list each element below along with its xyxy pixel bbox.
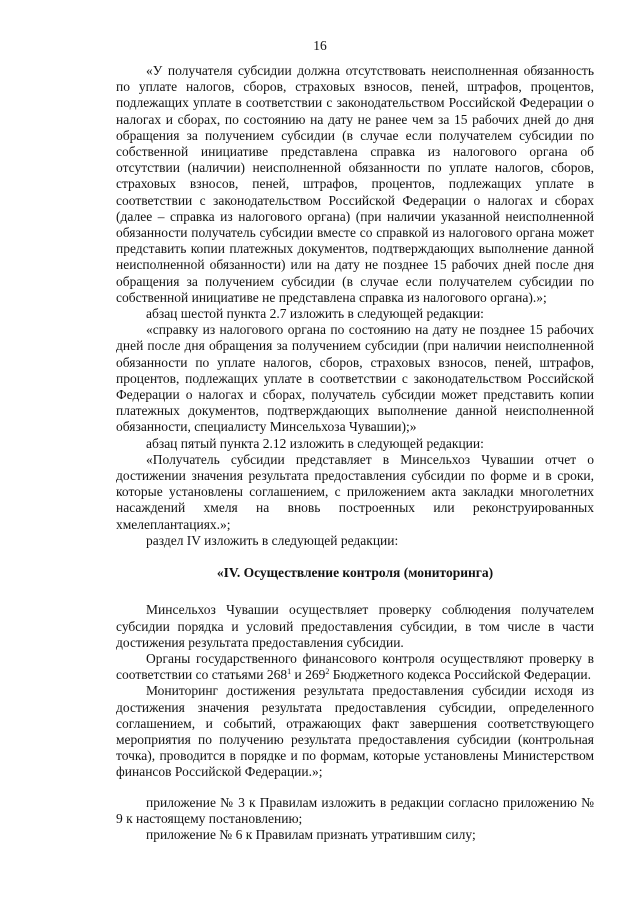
paragraph: приложение № 3 к Правилам изложить в редакции согласно приложению № 9 к настоящему постановлению;	[116, 794, 594, 826]
paragraph: абзац шестой пункта 2.7 изложить в следующей редакции:	[146, 306, 484, 322]
paragraph: раздел IV изложить в следующей редакции:	[146, 532, 399, 548]
document-body	[116, 63, 594, 843]
paragraph: абзац пятый пункта 2.12 изложить в следующей редакции:	[146, 435, 484, 451]
paragraph-text: Органы государственного финансового контроля осуществляют проверку в соответствии со статьями 268	[116, 650, 594, 683]
paragraph: «Получатель субсидии представляет в Минсельхоз Чувашии отчет о достижении значения результата предоставления субсидии по форме и в сроки, которые установлены соглашением, с приложением акта закладки многолетних насаждений хмеля на вновь построенных или реконструированных хмелеплантациях.»;	[116, 451, 594, 532]
paragraph-text: и 269	[291, 667, 326, 683]
paragraph: «справку из налогового органа по состоянию на дату не позднее 15 рабочих дней после дня обращения за получением субсидии (при наличии неисполненной обязанности по уплате налогов, сборов, страховых взносов, пеней, штрафов, процентов, подлежащих уплате в соответствии с законодательством Российской Федерации о налогах и сборах, получатель субсидии может представить копии платежных документов, подтверждающих выполнение данной неисполненной обязанности, специалисту Минсельхоза Чувашии);»	[116, 322, 594, 435]
paragraph-text: Бюджетного кодекса Российской Федерации.	[329, 667, 591, 683]
superscript: 1	[287, 667, 292, 677]
paragraph: «У получателя субсидии должна отсутствовать неисполненная обязанность по уплате налогов, сборов, страховых взносов, пеней, штрафов, процентов, подлежащих уплате в соответствии с законодательством Российской Федерации о налогах и сборах, по состоянию на дату не ранее чем за 15 рабочих дней до дня обращения за получением субсидии (в случае если получателем субсидии по собственной инициативе представлена справка из налогового органа об отсутствии (наличии) неисполненной обязанности по уплате налогов, сборов, страховых взносов, пеней, штрафов, процентов, подлежащих уплате в соответствии с законодательством Российской Федерации о налогах и сборах (далее – справка из налогового органа) (при наличии указанной неисполненной обязанности получатель субсидии вместе со справкой из налогового органа может представить копии платежных документов, подтверждающих выполнение данной неисполненной обязанности) или на дату не позднее 15 рабочих дней после дня обращения за получением субсидии (в случае если получателем субсидии по собственной инициативе не представлена справка из налогового органа).»;	[116, 63, 594, 305]
paragraph: Мониторинг достижения результата предоставления субсидии исходя из достижения значения результата предоставления субсидии, определенного соглашением, и событий, отражающих факт завершения соответствующего мероприятия по получению результата предоставления субсидии (контрольная точка), проводится в порядке и по формам, которые установлены Министерством финансов Российской Федерации.»;	[116, 683, 594, 780]
paragraph-with-superscripts	[116, 651, 594, 683]
paragraph: приложение № 6 к Правилам признать утратившим силу;	[146, 826, 476, 842]
page-number: 16	[313, 38, 327, 53]
superscript: 2	[325, 667, 330, 677]
paragraph: Минсельхоз Чувашии осуществляет проверку соблюдения получателем субсидии порядка и условий предоставления субсидии, в том числе в части достижения результата предоставления субсидии.	[116, 602, 594, 650]
section-heading: «IV. Осуществление контроля (мониторинга)	[216, 565, 494, 581]
